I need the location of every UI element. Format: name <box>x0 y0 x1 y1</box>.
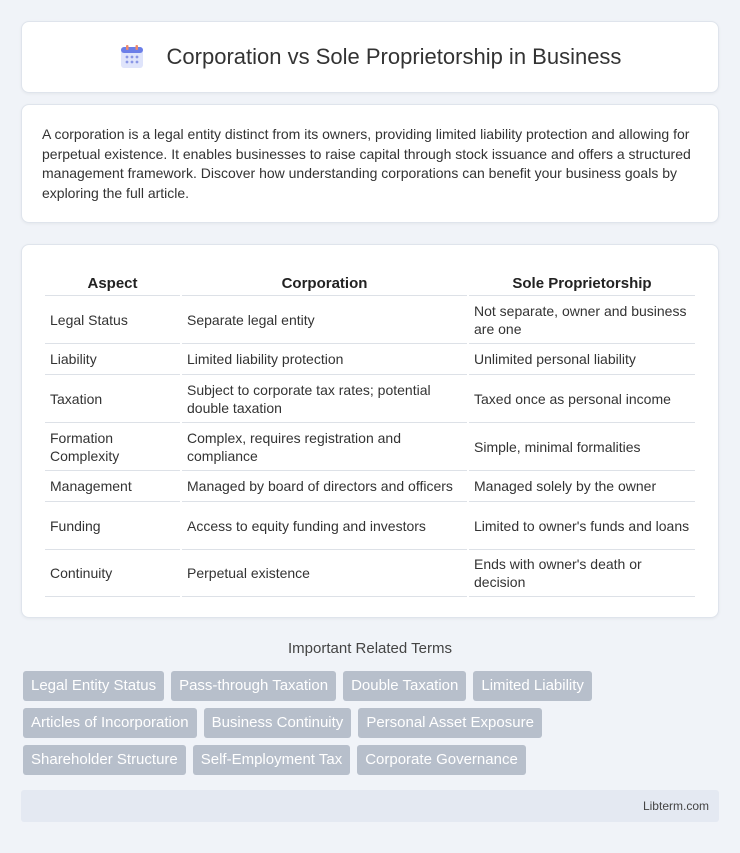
page-title: Corporation vs Sole Proprietorship in Business <box>166 44 622 69</box>
table-cell: Management <box>45 470 180 501</box>
tag-business-continuity[interactable]: Business Continuity <box>204 708 352 738</box>
table-cell: Complex, requires registration and compliance <box>182 422 467 470</box>
table-cell: Unlimited personal liability <box>469 343 695 374</box>
related-terms-title: Important Related Terms <box>288 640 452 657</box>
table-cell: Taxed once as personal income <box>469 374 695 422</box>
column-header-corporation: Corporation <box>281 274 368 292</box>
title-card <box>21 21 719 93</box>
table-cell: Perpetual existence <box>182 549 467 597</box>
intro-card <box>21 104 719 223</box>
table-cell: Continuity <box>45 549 180 597</box>
column-header-sole-proprietorship: Sole Proprietorship <box>512 274 652 292</box>
comparison-table <box>43 265 697 597</box>
tag-legal-entity-status[interactable]: Legal Entity Status <box>23 671 164 701</box>
tag-self-employment-tax[interactable]: Self-Employment Tax <box>193 745 350 775</box>
tag-corporate-governance[interactable]: Corporate Governance <box>357 745 526 775</box>
table-cell: Formation Complexity <box>45 422 180 470</box>
table-row <box>45 343 695 374</box>
table-row <box>45 549 695 597</box>
table-cell: Legal Status <box>45 295 180 343</box>
tag-articles-of-incorporation[interactable]: Articles of Incorporation <box>23 708 197 738</box>
table-row <box>45 422 695 470</box>
table-cell: Not separate, owner and business are one <box>469 295 695 343</box>
table-cell: Ends with owner's death or decision <box>469 549 695 597</box>
table-cell: Managed solely by the owner <box>469 470 695 501</box>
tag-shareholder-structure[interactable]: Shareholder Structure <box>23 745 186 775</box>
related-terms-tags <box>23 671 723 782</box>
table-row <box>45 501 695 549</box>
table-cell: Limited to owner's funds and loans <box>469 501 695 549</box>
table-cell: Limited liability protection <box>182 343 467 374</box>
table-cell: Managed by board of directors and officers <box>182 470 467 501</box>
table-row <box>45 295 695 343</box>
table-row <box>45 470 695 501</box>
table-cell: Access to equity funding and investors <box>182 501 467 549</box>
tag-double-taxation[interactable]: Double Taxation <box>343 671 466 701</box>
calendar-icon <box>119 44 145 70</box>
tag-row <box>23 671 723 701</box>
table-cell: Liability <box>45 343 180 374</box>
table-cell: Simple, minimal formalities <box>469 422 695 470</box>
footer <box>21 790 719 822</box>
tag-row <box>23 708 723 738</box>
tag-pass-through-taxation[interactable]: Pass-through Taxation <box>171 671 336 701</box>
tag-personal-asset-exposure[interactable]: Personal Asset Exposure <box>358 708 542 738</box>
table-header-row <box>45 265 695 295</box>
column-header-aspect: Aspect <box>87 274 138 292</box>
intro-text: A corporation is a legal entity distinct from its owners, providing limited liability protection and allowing for perpetual existence. It enables businesses to raise capital through stock issuance and offers a structured management framework. Discover how understanding corporations can benefit your business goals by exploring the full article. <box>42 126 691 201</box>
table-cell: Funding <box>45 501 180 549</box>
comparison-table-card <box>21 244 719 618</box>
tag-row <box>23 745 723 775</box>
tag-limited-liability[interactable]: Limited Liability <box>473 671 592 701</box>
table-row <box>45 374 695 422</box>
table-cell: Subject to corporate tax rates; potential double taxation <box>182 374 467 422</box>
table-cell: Separate legal entity <box>182 295 467 343</box>
table-cell: Taxation <box>45 374 180 422</box>
footer-site-link[interactable]: Libterm.com <box>642 799 709 813</box>
